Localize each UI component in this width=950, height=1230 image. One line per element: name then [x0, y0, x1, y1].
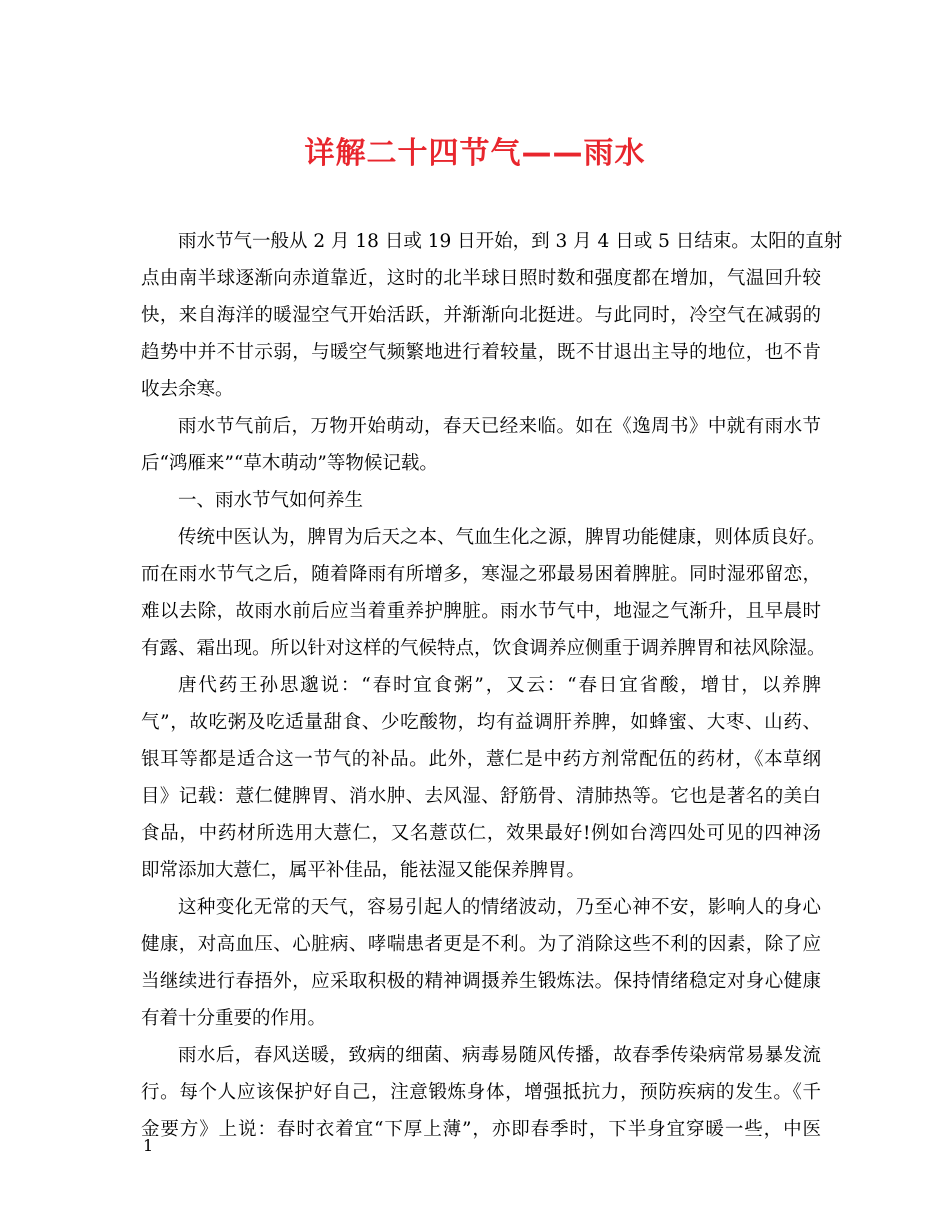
text-line: 点由南半球逐渐向赤道靠近，这时的北半球日照时数和强度都在增加，气温回升较 [141, 268, 821, 289]
text-line: 目》记载：薏仁健脾胃、消水肿、去风湿、舒筋骨、清肺热等。它也是著名的美白 [141, 786, 821, 807]
text-line: 雨水节气一般从 2 月 18 日或 19 日开始，到 3 月 4 日或 5 日结束。太阳的直射 [178, 231, 843, 252]
text-line: 气”，故吃粥及吃适量甜食、少吃酸物，均有益调肝养脾，如蜂蜜、大枣、山药、 [141, 712, 821, 733]
page-number: 1 [143, 1136, 154, 1155]
text-line: 有着十分重要的作用。 [141, 1008, 327, 1029]
text-line: 金要方》上说：春时衣着宜“下厚上薄”，亦即春季时，下半身宜穿暖一些，中医 [141, 1119, 821, 1140]
text-line: 有露、霜出现。所以针对这样的气候特点，饮食调养应侧重于调养脾胃和祛风除湿。 [141, 638, 826, 659]
text-line: 而在雨水节气之后，随着降雨有所增多，寒湿之邪最易困着脾脏。同时湿邪留恋， [141, 564, 821, 585]
text-line: 唐代药王孙思邈说：“春时宜食粥”，又云：“春日宜省酸，增甘，以养脾 [178, 675, 821, 696]
text-line: 快，来自海洋的暖湿空气开始活跃，并渐渐向北挺进。与此同时，冷空气在减弱的 [141, 305, 821, 326]
text-line: 后“鸿雁来”“草木萌动”等物候记载。 [141, 453, 438, 474]
text-line: 这种变化无常的天气，容易引起人的情绪波动，乃至心神不安，影响人的身心 [178, 897, 821, 918]
text-line: 银耳等都是适合这一节气的补品。此外，薏仁是中药方剂常配伍的药材，《本草纲 [141, 749, 821, 770]
section-heading: 一、雨水节气如何养生 [178, 490, 364, 511]
text-line: 行。每个人应该保护好自己，注意锻炼身体，增强抵抗力，预防疾病的发生。《千 [141, 1082, 821, 1103]
text-line: 健康，对高血压、心脏病、哮喘患者更是不利。为了消除这些不利的因素，除了应 [141, 934, 821, 955]
text-line: 收去余寒。 [141, 379, 234, 400]
text-line: 雨水后，春风送暖，致病的细菌、病毒易随风传播，故春季传染病常易暴发流 [178, 1045, 821, 1066]
document-title: 详解二十四节气——雨水 [304, 136, 646, 171]
text-line: 当继续进行春捂外，应采取积极的精神调摄养生锻炼法。保持情绪稳定对身心健康 [141, 971, 821, 992]
text-line: 难以去除，故雨水前后应当着重养护脾脏。雨水节气中，地湿之气渐升，且早晨时 [141, 601, 821, 622]
text-line: 趋势中并不甘示弱，与暖空气频繁地进行着较量，既不甘退出主导的地位，也不肯 [141, 342, 821, 363]
text-line: 雨水节气前后，万物开始萌动，春天已经来临。如在《逸周书》中就有雨水节 [178, 416, 821, 437]
text-line: 即常添加大薏仁，属平补佳品，能祛湿又能保养脾胃。 [141, 860, 586, 881]
text-line: 传统中医认为，脾胃为后天之本、气血生化之源，脾胃功能健康，则体质良好。 [178, 527, 826, 548]
text-line: 食品，中药材所选用大薏仁，又名薏苡仁，效果最好!例如台湾四处可见的四神汤 [141, 823, 821, 844]
